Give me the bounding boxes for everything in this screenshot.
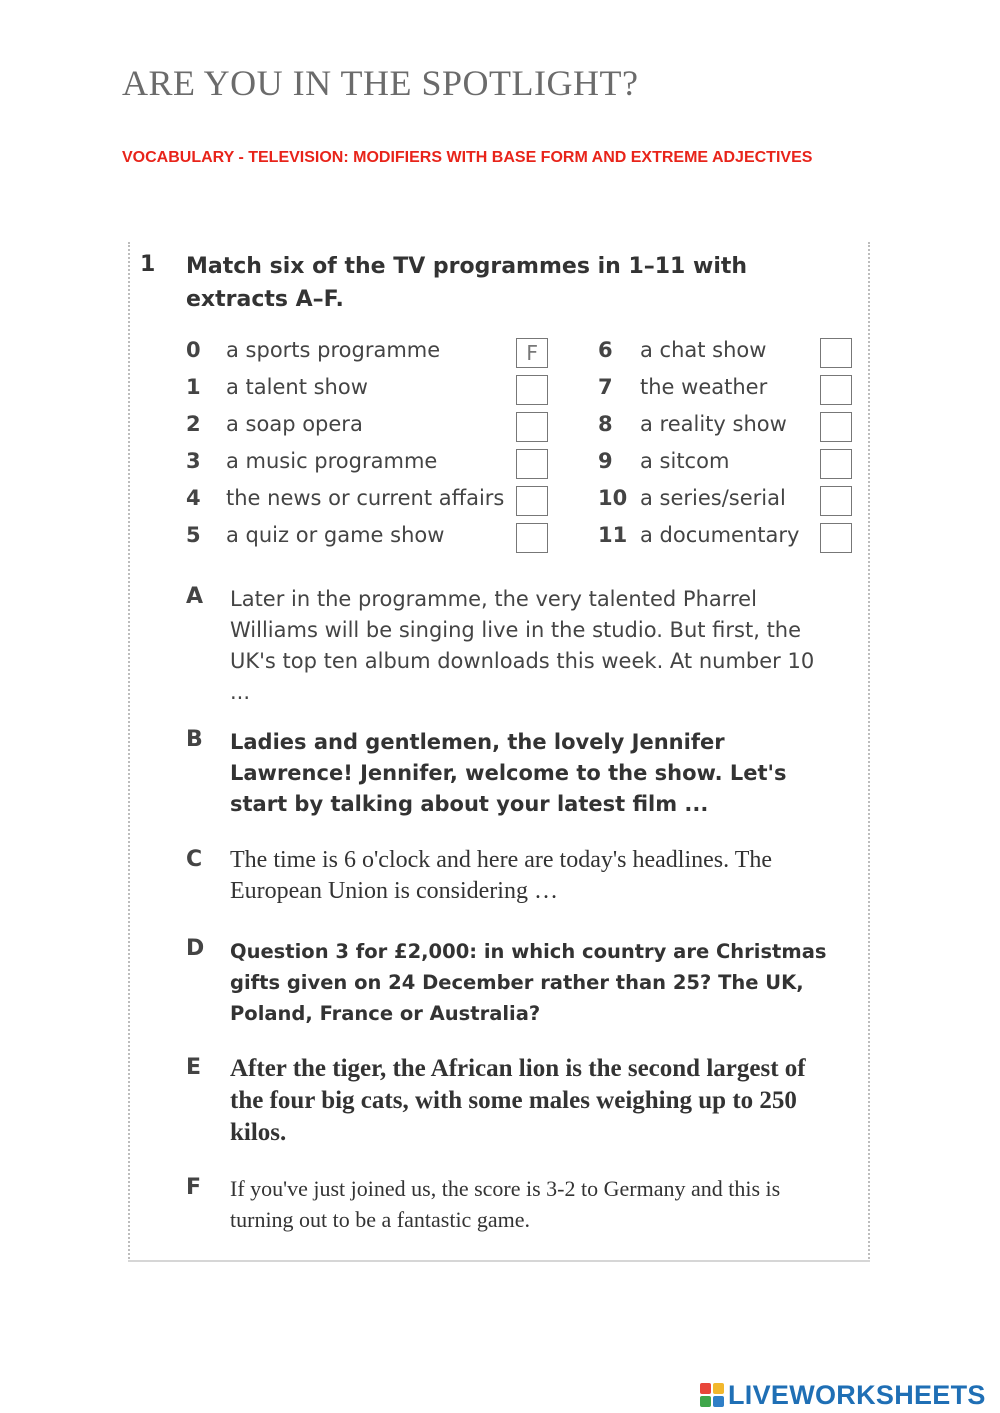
programme-number: 1 xyxy=(186,375,201,399)
programme-label: a chat show xyxy=(640,338,767,362)
exercise-instruction: Match six of the TV programmes in 1–11 with extracts A–F. xyxy=(186,254,748,312)
logo-square xyxy=(713,1396,724,1407)
answer-box-9[interactable] xyxy=(820,449,852,479)
logo-square xyxy=(700,1383,711,1394)
answer-box-8[interactable] xyxy=(820,412,852,442)
programme-label: a talent show xyxy=(226,375,368,399)
programme-number: 7 xyxy=(598,375,613,399)
extract-text: Later in the programme, the very talented Pharrel Williams will be singing live in the studio. But first, the UK's top ten album downloads this week. At number 10 ... xyxy=(230,587,815,704)
programme-number: 10 xyxy=(598,486,628,510)
answer-box-4[interactable] xyxy=(516,486,548,516)
answer-box-5[interactable] xyxy=(516,523,548,553)
extract-letter: B xyxy=(186,727,203,752)
extract-text: Question 3 for £2,000: in which country are Christmas gifts given on 24 December rather than 25? The UK, Poland, France or Australia? xyxy=(230,940,827,1025)
programme-number: 8 xyxy=(598,412,613,436)
programme-number: 4 xyxy=(186,486,201,510)
extract-letter: C xyxy=(186,847,203,872)
worksheet-subtitle: VOCABULARY - TELEVISION: MODIFIERS WITH BASE FORM AND EXTREME ADJECTIVES xyxy=(122,149,813,166)
liveworksheets-brand xyxy=(700,1379,986,1411)
page-title: ARE YOU IN THE SPOTLIGHT? xyxy=(122,63,639,103)
programme-label: the news or current affairs xyxy=(226,486,505,510)
answer-box-0[interactable] xyxy=(516,338,548,368)
extract-text: Ladies and gentlemen, the lovely Jennifer Lawrence! Jennifer, welcome to the show. Let's start by talking about your latest film ... xyxy=(230,730,787,816)
programme-label: a quiz or game show xyxy=(226,523,445,547)
frame-right-edge xyxy=(868,242,870,1262)
programme-label: a sports programme xyxy=(226,338,441,362)
programme-number: 0 xyxy=(186,338,201,362)
exercise-number: 1 xyxy=(140,252,156,277)
logo-square xyxy=(713,1383,724,1394)
extract-letter: E xyxy=(186,1055,202,1080)
programme-number: 2 xyxy=(186,412,201,436)
frame-bottom-edge xyxy=(128,1260,870,1262)
extract-text: If you've just joined us, the score is 3-2 to Germany and this is turning out to be a fantastic game. xyxy=(230,1176,781,1232)
extract-text: After the tiger, the African lion is the second largest of the four big cats, with some males weighing up to 250 kilos. xyxy=(230,1055,806,1146)
programme-label: a soap opera xyxy=(226,412,363,436)
programme-number: 11 xyxy=(598,523,628,547)
answer-box-6[interactable] xyxy=(820,338,852,368)
answer-box-7[interactable] xyxy=(820,375,852,405)
brand-name: LIVEWORKSHEETS xyxy=(728,1379,986,1410)
programme-number: 6 xyxy=(598,338,613,362)
programme-label: a series/serial xyxy=(640,486,786,510)
liveworksheets-logo-icon xyxy=(700,1383,724,1407)
programme-label: a documentary xyxy=(640,523,800,547)
answer-box-3[interactable] xyxy=(516,449,548,479)
answer-box-10[interactable] xyxy=(820,486,852,516)
logo-square xyxy=(700,1396,711,1407)
answer-box-2[interactable] xyxy=(516,412,548,442)
extract-letter: A xyxy=(186,584,204,609)
programme-number: 3 xyxy=(186,449,201,473)
answer-box-1[interactable] xyxy=(516,375,548,405)
programme-number: 9 xyxy=(598,449,613,473)
programme-label: a reality show xyxy=(640,412,787,436)
extract-letter: F xyxy=(186,1175,202,1200)
extract-letter: D xyxy=(186,936,205,961)
extract-text: The time is 6 o'clock and here are today's headlines. The European Union is considering … xyxy=(230,847,773,904)
programme-label: a music programme xyxy=(226,449,438,473)
programme-label: the weather xyxy=(640,375,768,399)
answer-box-11[interactable] xyxy=(820,523,852,553)
programme-number: 5 xyxy=(186,523,201,547)
programme-label: a sitcom xyxy=(640,449,730,473)
frame-left-edge xyxy=(128,242,130,1262)
